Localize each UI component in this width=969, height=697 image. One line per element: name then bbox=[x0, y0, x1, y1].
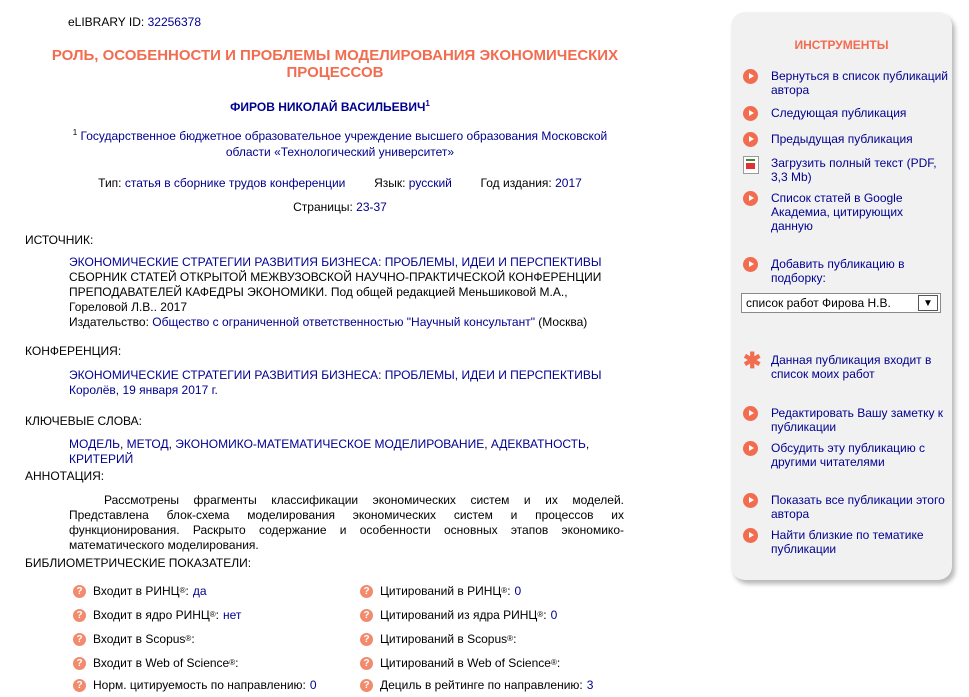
tool-item[interactable] bbox=[743, 348, 948, 381]
tool-item-label[interactable]: Добавить публикацию в подборку: bbox=[771, 257, 905, 285]
help-icon[interactable]: ? bbox=[73, 633, 86, 646]
help-icon[interactable]: ? bbox=[73, 679, 86, 692]
source-label: ИСТОЧНИК: bbox=[25, 233, 94, 247]
source-link[interactable]: ЭКОНОМИЧЕСКИЕ СТРАТЕГИИ РАЗВИТИЯ БИЗНЕСА: ПРОБЛЕМЫ, ИДЕИ И ПЕРСПЕКТИВЫ bbox=[69, 255, 602, 269]
stat-value[interactable]: нет bbox=[223, 608, 242, 622]
help-icon[interactable]: ? bbox=[360, 679, 373, 692]
stat-value[interactable]: 0 bbox=[550, 608, 558, 622]
article-meta: Тип: статья в сборнике трудов конференции Язык: русский Год издания: 2017 bbox=[98, 176, 582, 190]
language-value[interactable]: русский bbox=[408, 176, 452, 190]
biblio-label: БИБЛИОМЕТРИЧЕСКИЕ ПОКАЗАТЕЛИ: bbox=[25, 556, 252, 570]
stat-row: ? Входит в РИНЦ ® : да bbox=[73, 584, 207, 598]
help-icon[interactable]: ? bbox=[73, 585, 86, 598]
play-icon bbox=[743, 493, 759, 509]
tools-title: ИНСТРУМЕНТЫ bbox=[794, 38, 889, 52]
stat-row: ? Цитирований из ядра РИНЦ ® : 0 bbox=[360, 608, 557, 622]
stat-label: Норм. цитируемость по направлению: bbox=[93, 678, 306, 692]
type-value[interactable]: статья в сборнике трудов конференции bbox=[124, 176, 346, 190]
source-block: ЭКОНОМИЧЕСКИЕ СТРАТЕГИИ РАЗВИТИЯ БИЗНЕСА: ПРОБЛЕМЫ, ИДЕИ И ПЕРСПЕКТИВЫ СБОРНИК СТАТЕЙ ОТКРЫТОЙ МЕЖВУЗОВСКОЙ НАУЧНО-ПРАКТИЧЕСКОЙ КОНФЕРЕНЦИИ ПРЕПОДАВАТЕЛЕЙ КАФЕДРЫ ЭКОНОМИКИ. Под общей редакцией Меньшиковой М.А., Гореловой Л.В.. 2017 Издательство: Общество с ограниченной ответственностью "Научный консультант" (Москва) bbox=[69, 255, 602, 329]
pdf-icon bbox=[743, 156, 759, 172]
tool-item[interactable] bbox=[743, 493, 948, 521]
stat-row bbox=[360, 678, 593, 692]
stat-value[interactable]: да bbox=[192, 584, 207, 598]
conference-label: КОНФЕРЕНЦИЯ: bbox=[25, 344, 122, 358]
help-icon[interactable]: ? bbox=[360, 657, 373, 670]
article-pages: Страницы: 23-37 bbox=[293, 200, 387, 214]
play-icon bbox=[743, 106, 759, 122]
help-icon[interactable]: ? bbox=[360, 609, 373, 622]
tool-item[interactable] bbox=[743, 406, 948, 434]
stat-value[interactable]: 3 bbox=[586, 678, 594, 692]
play-icon bbox=[743, 257, 759, 273]
keyword-link[interactable]: МЕТОД bbox=[126, 437, 169, 451]
stat-row: ? Цитирований в Scopus ® : bbox=[360, 632, 516, 646]
conference-link[interactable]: ЭКОНОМИЧЕСКИЕ СТРАТЕГИИ РАЗВИТИЯ БИЗНЕСА: ПРОБЛЕМЫ, ИДЕИ И ПЕРСПЕКТИВЫ bbox=[69, 368, 602, 382]
tool-item-label[interactable]: Обсудить эту публикацию с другими читателями bbox=[771, 441, 926, 469]
stat-label: Входит в Web of Science bbox=[93, 656, 230, 670]
tool-item-label[interactable]: Предыдущая публикация bbox=[771, 132, 913, 146]
keyword-link[interactable]: КРИТЕРИЙ bbox=[69, 452, 134, 466]
tool-item[interactable] bbox=[743, 191, 948, 233]
play-icon bbox=[743, 528, 759, 544]
tool-item[interactable] bbox=[743, 257, 948, 285]
stat-row: ? Входит в Scopus ® : bbox=[73, 632, 195, 646]
conference-place-date: Королёв, 19 января 2017 г. bbox=[69, 383, 218, 397]
help-icon[interactable]: ? bbox=[73, 657, 86, 670]
tool-item[interactable] bbox=[743, 69, 948, 97]
tools-panel bbox=[731, 12, 952, 580]
tool-item-label[interactable]: Показать все публикации этого автора bbox=[771, 493, 945, 521]
stat-row bbox=[73, 678, 317, 692]
keywords-label: КЛЮЧЕВЫЕ СЛОВА: bbox=[25, 414, 142, 428]
help-icon[interactable]: ? bbox=[360, 585, 373, 598]
stat-label: Входит в РИНЦ bbox=[93, 584, 180, 598]
collection-select-value: список работ Фирова Н.В. bbox=[746, 296, 891, 310]
stat-row: ? Входит в ядро РИНЦ ® : нет bbox=[73, 608, 241, 622]
tool-item-label[interactable]: Найти близкие по тематике публикации bbox=[771, 528, 924, 556]
stat-label: Цитирований из ядра РИНЦ bbox=[380, 608, 538, 622]
keyword-link[interactable]: МОДЕЛЬ bbox=[69, 437, 120, 451]
tool-item[interactable] bbox=[743, 132, 948, 148]
play-icon bbox=[743, 406, 759, 422]
elibrary-id: eLIBRARY ID: 32256378 bbox=[68, 15, 201, 29]
tool-item[interactable] bbox=[743, 528, 948, 556]
stat-label: Цитирований в Web of Science bbox=[380, 656, 551, 670]
chevron-down-icon[interactable]: ▼ bbox=[918, 295, 938, 311]
keyword-separator: , bbox=[484, 437, 491, 451]
stat-label: Дециль в рейтинге по направлению: bbox=[380, 678, 583, 692]
tool-item-label[interactable]: Загрузить полный текст (PDF, 3,3 Mb) bbox=[771, 156, 937, 184]
tool-item[interactable] bbox=[743, 441, 948, 469]
play-icon bbox=[743, 132, 759, 148]
conference-block bbox=[69, 368, 609, 398]
tool-item-label[interactable]: Следующая публикация bbox=[771, 106, 907, 120]
article-title: РОЛЬ, ОСОБЕННОСТИ И ПРОБЛЕМЫ МОДЕЛИРОВАНИЯ ЭКОНОМИЧЕСКИХ ПРОЦЕССОВ bbox=[51, 47, 619, 81]
keyword-separator: , bbox=[168, 437, 176, 451]
keyword-link[interactable]: ЭКОНОМИКО-МАТЕМАТИЧЕСКОЕ МОДЕЛИРОВАНИЕ bbox=[175, 437, 485, 451]
stat-label: Входит в Scopus bbox=[93, 632, 186, 646]
stat-label: Входит в ядро РИНЦ bbox=[93, 608, 210, 622]
tool-item-label[interactable]: Редактировать Вашу заметку к публикации bbox=[771, 406, 944, 434]
stat-row: ? Цитирований в РИНЦ ® : 0 bbox=[360, 584, 521, 598]
pages-value: 23-37 bbox=[356, 200, 387, 214]
affiliation-link[interactable]: Государственное бюджетное образовательное учреждение высшего образования Московской области «Технологический университет» bbox=[80, 129, 608, 159]
keywords-list bbox=[69, 437, 609, 467]
tool-item-label[interactable]: Данная публикация входит в список моих работ bbox=[771, 353, 932, 381]
stat-value[interactable]: 0 bbox=[514, 584, 522, 598]
year-value: 2017 bbox=[555, 176, 582, 190]
play-icon bbox=[743, 69, 759, 85]
affiliation: $^1$ Государственное бюджетное образовательное учреждение высшего образования Московской области «Технологический университет» bbox=[72, 128, 608, 159]
stat-label: Цитирований в РИНЦ bbox=[380, 584, 502, 598]
stat-row: ? Цитирований в Web of Science ® : bbox=[360, 656, 560, 670]
tool-item-label[interactable]: Вернуться в список публикаций автора bbox=[771, 69, 948, 97]
keyword-separator: , bbox=[119, 437, 127, 451]
play-icon bbox=[743, 441, 759, 457]
asterisk-icon: ✱ bbox=[743, 348, 762, 373]
help-icon[interactable]: ? bbox=[360, 633, 373, 646]
stat-value[interactable]: 0 bbox=[309, 678, 317, 692]
stat-row: ? Входит в Web of Science ® : bbox=[73, 656, 238, 670]
abstract-text: Рассмотрены фрагменты классификации экономических систем и их моделей. Представлена блок-схема моделирования экономических систем и процессов их функционирования. Раскрыто содержание и особенности основных этапов экономико-математического моделирования. bbox=[69, 493, 624, 552]
tool-item[interactable] bbox=[743, 106, 948, 122]
abstract-label: АННОТАЦИЯ: bbox=[25, 469, 105, 483]
tool-item-label[interactable]: Список статей в Google Академиа, цитирующих данную bbox=[771, 191, 904, 233]
collection-select[interactable] bbox=[741, 293, 941, 313]
publisher-link[interactable]: Общество с ограниченной ответственностью "Научный консультант" bbox=[152, 315, 535, 329]
play-icon bbox=[743, 191, 759, 207]
keyword-separator: , bbox=[585, 437, 590, 451]
help-icon[interactable]: ? bbox=[73, 609, 86, 622]
tool-item[interactable] bbox=[743, 156, 948, 184]
author-name[interactable]: ФИРОВ НИКОЛАЙ ВАСИЛЬЕВИЧ$^1$ bbox=[230, 99, 430, 114]
stat-label: Цитирований в Scopus bbox=[380, 632, 508, 646]
source-description: СБОРНИК СТАТЕЙ ОТКРЫТОЙ МЕЖВУЗОВСКОЙ НАУЧНО-ПРАКТИЧЕСКОЙ КОНФЕРЕНЦИИ ПРЕПОДАВАТЕЛЕЙ КАФЕДРЫ ЭКОНОМИКИ. Под общей редакцией Меньшиковой М.А., Гореловой Л.В.. 2017 bbox=[69, 270, 602, 314]
keyword-link[interactable]: АДЕКВАТНОСТЬ bbox=[490, 437, 586, 451]
elibrary-id-link[interactable]: 32256378 bbox=[147, 15, 201, 29]
